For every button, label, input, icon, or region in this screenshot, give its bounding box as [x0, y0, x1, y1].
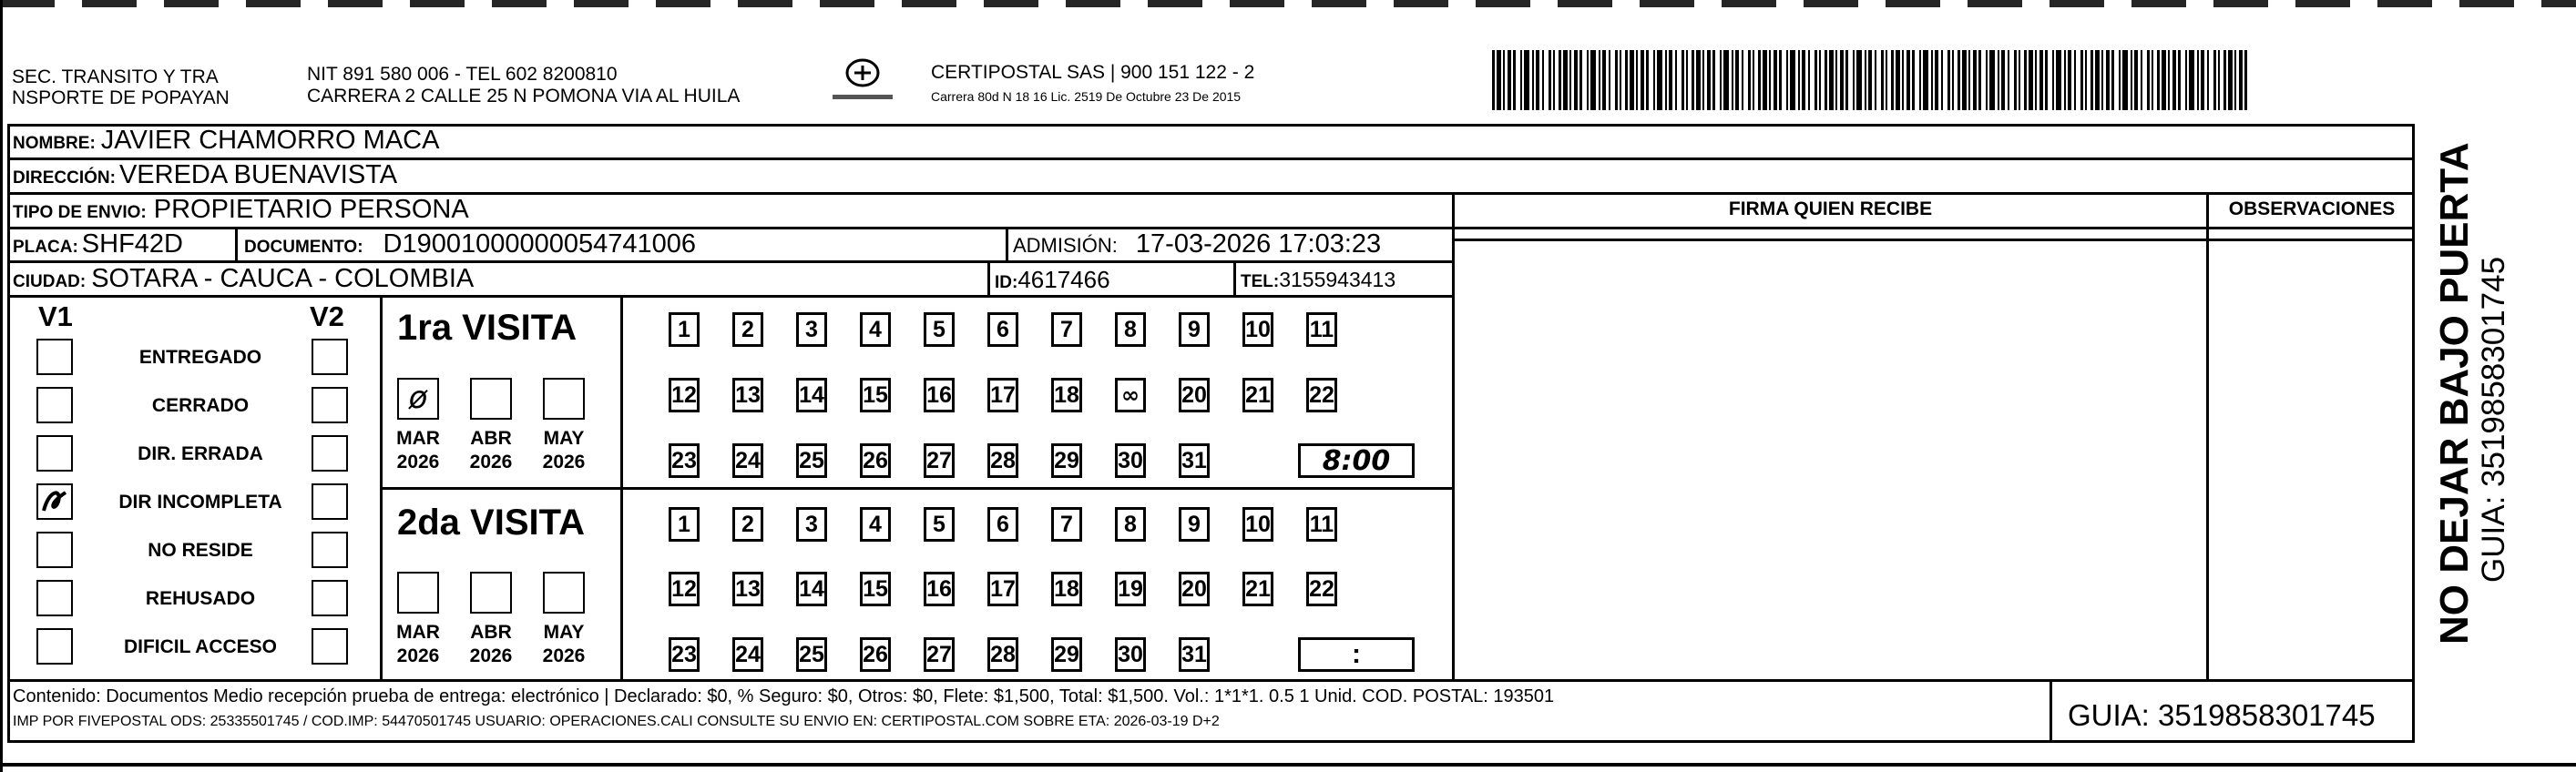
status-label: NO RESIDE: [148, 540, 253, 561]
month-year: 2026: [542, 452, 586, 472]
observaciones-header: OBSERVACIONES: [2228, 198, 2396, 219]
v2-checkbox[interactable]: [312, 483, 348, 520]
vrule-firma: [1452, 192, 1455, 681]
visit2-day-28[interactable]: 28: [987, 637, 1018, 672]
visit2-day-6[interactable]: 6: [987, 507, 1018, 542]
visit2-day-9[interactable]: 9: [1179, 507, 1210, 542]
nit-line-1: NIT 891 580 006 - TEL 602 8200810: [307, 64, 618, 85]
visit2-time-box[interactable]: [1298, 637, 1415, 672]
tel-value: 3155943413: [1279, 268, 1396, 291]
visit1-day-30[interactable]: 30: [1115, 443, 1146, 478]
id-row: [995, 266, 1110, 294]
visit2-day-7[interactable]: 7: [1051, 507, 1082, 542]
firma-area[interactable]: [1457, 242, 2204, 677]
rule-grid-bottom: [7, 679, 2415, 682]
v1-checkbox[interactable]: [36, 387, 73, 423]
visit1-month-checkbox[interactable]: [543, 378, 585, 420]
status-label: ENTREGADO: [138, 347, 262, 368]
visit1-day-29[interactable]: 29: [1051, 443, 1082, 478]
visit1-day-2[interactable]: 2: [732, 312, 763, 347]
direccion-label: DIRECCIÓN:: [13, 168, 116, 188]
nombre-label: NOMBRE:: [13, 134, 96, 153]
month-year: 2026: [396, 452, 440, 472]
vrule-doc-adm: [1006, 227, 1008, 262]
v1-label: V1: [38, 300, 73, 332]
visit2-month-label: [386, 621, 450, 668]
visit1-day-28[interactable]: 28: [987, 443, 1018, 478]
nombre-value: JAVIER CHAMORRO MACA: [100, 126, 440, 155]
placa-row: [13, 229, 183, 259]
visit2-day-8[interactable]: 8: [1115, 507, 1146, 542]
rule-columns-sub: [1454, 239, 2415, 241]
visit2-day-23[interactable]: 23: [669, 637, 700, 672]
observaciones-area[interactable]: [2212, 242, 2412, 677]
visit2-day-12[interactable]: 12: [669, 572, 700, 606]
left-edge-rule: [0, 0, 3, 772]
visit1-day-9[interactable]: 9: [1179, 312, 1210, 347]
visit1-day-3[interactable]: 3: [796, 312, 827, 347]
visit1-day-31[interactable]: 31: [1179, 443, 1210, 478]
side-warning: NO DEJAR BAJO PUERTA: [2432, 142, 2477, 645]
visit1-day-17[interactable]: 17: [987, 378, 1018, 412]
visit1-day-24[interactable]: 24: [732, 443, 763, 478]
visit1-day-11[interactable]: 11: [1306, 312, 1337, 347]
month-year: 2026: [396, 645, 440, 666]
v1-checkbox[interactable]: [36, 435, 73, 472]
month-name: ABR: [470, 622, 512, 643]
vrule-id-tel: [1233, 260, 1236, 297]
visit1-day-20[interactable]: 20: [1179, 378, 1210, 412]
visit2-month-checkbox[interactable]: [397, 572, 439, 614]
visit2-day-11[interactable]: 11: [1306, 507, 1337, 542]
rule-columns-head: [1454, 227, 2415, 229]
visit1-day-22[interactable]: 22: [1306, 378, 1337, 412]
status-label: DIFICIL ACCESO: [123, 636, 277, 657]
visit2-day-31[interactable]: 31: [1179, 637, 1210, 672]
visit1-day-12[interactable]: 12: [669, 378, 700, 412]
v1-checkbox[interactable]: [36, 532, 73, 568]
visit1-day-6[interactable]: 6: [987, 312, 1018, 347]
visit2-day-10[interactable]: 10: [1242, 507, 1273, 542]
nit-line-2: CARRERA 2 CALLE 25 N POMONA VIA AL HUILA: [307, 86, 741, 107]
tel-row: [1241, 268, 1395, 292]
visit2-day-14[interactable]: 14: [796, 572, 827, 606]
visit1-day-14[interactable]: 14: [796, 378, 827, 412]
visit1-day-25[interactable]: 25: [796, 443, 827, 478]
v2-checkbox[interactable]: [312, 387, 348, 423]
visit1-day-1[interactable]: 1: [669, 312, 700, 347]
month-name: MAR: [396, 622, 440, 643]
footer-guia: GUIA: 3519858301745: [2068, 698, 2376, 732]
rule-ciudad: [7, 295, 1454, 298]
id-value: 4617466: [1017, 266, 1110, 293]
direccion-value: VEREDA BUENAVISTA: [118, 160, 398, 189]
status-label: DIR. ERRADA: [138, 443, 263, 464]
month-name: MAR: [396, 428, 440, 449]
visit1-day-13[interactable]: 13: [732, 378, 763, 412]
status-label: DIR INCOMPLETA: [118, 492, 282, 513]
v1-checkbox[interactable]: [36, 339, 73, 375]
side-guia: GUIA: 3519858301745: [2476, 256, 2511, 583]
visit2-day-30[interactable]: 30: [1115, 637, 1146, 672]
placa-label: PLACA:: [13, 238, 78, 257]
visit1-month-checkbox[interactable]: [397, 378, 439, 420]
v2-checkbox[interactable]: [312, 435, 348, 472]
visit2-month-checkbox[interactable]: [470, 572, 512, 614]
visit1-day-10[interactable]: 10: [1242, 312, 1273, 347]
vrule-observaciones: [2206, 192, 2209, 681]
visit1-day-8[interactable]: 8: [1115, 312, 1146, 347]
visit1-day-27[interactable]: 27: [924, 443, 955, 478]
visit2-month-checkbox[interactable]: [543, 572, 585, 614]
placa-value: SHF42D: [81, 229, 183, 259]
v1-checkbox[interactable]: [36, 580, 73, 616]
month-name: MAY: [543, 622, 585, 643]
documento-row: [244, 229, 696, 259]
direccion-row: [13, 160, 397, 190]
visit-time: 8:00: [1322, 444, 1391, 477]
visit-time: :: [1352, 639, 1361, 669]
visit2-day-4[interactable]: 4: [860, 507, 891, 542]
handwritten-mark: ø: [408, 380, 428, 416]
visit2-day-13[interactable]: 13: [732, 572, 763, 606]
visit2-day-16[interactable]: 16: [924, 572, 955, 606]
status-label: REHUSADO: [145, 588, 256, 609]
visit2-day-25[interactable]: 25: [796, 637, 827, 672]
visit1-month-label: [386, 427, 450, 474]
visit2-day-2[interactable]: 2: [732, 507, 763, 542]
admision-label: ADMISIÓN:: [1013, 234, 1118, 257]
month-name: MAY: [543, 428, 585, 449]
visit2-day-21[interactable]: 21: [1242, 572, 1273, 606]
status-label: CERRADO: [151, 395, 250, 416]
vrule-footer-guia: [2050, 681, 2052, 743]
vrule-placa-doc: [235, 227, 238, 262]
visit1-time-box[interactable]: [1298, 443, 1415, 478]
v2-checkbox[interactable]: [312, 339, 348, 375]
vrule-ciudad-id: [987, 260, 990, 297]
v2-checkbox[interactable]: [312, 628, 348, 665]
visit1-day-19[interactable]: ∞: [1115, 378, 1146, 412]
org-line-2: NSPORTE DE POPAYAN: [12, 87, 230, 108]
v1-checkbox[interactable]: [36, 628, 73, 665]
visit2-day-24[interactable]: 24: [732, 637, 763, 672]
org-line-1: SEC. TRANSITO Y TRA: [12, 66, 219, 87]
visit2-day-20[interactable]: 20: [1179, 572, 1210, 606]
visit1-day-7[interactable]: 7: [1051, 312, 1082, 347]
visit2-day-1[interactable]: 1: [669, 507, 700, 542]
barcode: [1492, 50, 2257, 110]
visit2-day-26[interactable]: 26: [860, 637, 891, 672]
v2-checkbox[interactable]: [312, 580, 348, 616]
visit1-day-23[interactable]: 23: [669, 443, 700, 478]
visit2-day-3[interactable]: 3: [796, 507, 827, 542]
tipo-label: TIPO DE ENVIO:: [13, 203, 147, 222]
courier-line-2: Carrera 80d N 18 16 Lic. 2519 De Octubre 23 De 2015: [931, 89, 1242, 104]
tipo-value: PROPIETARIO PERSONA: [153, 195, 469, 224]
month-year: 2026: [469, 452, 513, 472]
tel-label: TEL:: [1241, 272, 1280, 291]
footer-line-1: Contenido: Documentos Medio recepción prueba de entrega: electrónico | Declarado: $0, % Seguro: $0, Otros: $0, Flete: $1,500, Total: $1,500. Vol.: 1*1*1. 0.5 1 Unid. COD. POSTAL: 193501: [13, 686, 1555, 706]
visit1-day-4[interactable]: 4: [860, 312, 891, 347]
v1-checkbox[interactable]: [36, 483, 73, 520]
rule-visit-divider: [380, 487, 1454, 490]
visit2-day-15[interactable]: 15: [860, 572, 891, 606]
visit1-day-18[interactable]: 18: [1051, 378, 1082, 412]
ciudad-label: CIUDAD:: [13, 272, 87, 291]
visit2-title: 2da VISITA: [397, 503, 585, 543]
visit2-month-label: [459, 621, 523, 668]
month-name: ABR: [470, 428, 512, 449]
visit2-day-29[interactable]: 29: [1051, 637, 1082, 672]
ciudad-value: SOTARA - CAUCA - COLOMBIA: [91, 264, 475, 293]
documento-value: D19001000000054741006: [383, 229, 697, 259]
id-label: ID:: [995, 273, 1018, 292]
visit2-day-19[interactable]: 19: [1115, 572, 1146, 606]
v2-label: V2: [310, 300, 344, 332]
visit1-month-checkbox[interactable]: [470, 378, 512, 420]
visit1-title: 1ra VISITA: [397, 308, 578, 348]
rule-placa: [7, 260, 1454, 263]
visit2-month-label: [532, 621, 596, 668]
month-year: 2026: [542, 645, 586, 666]
courier-logo: [831, 56, 894, 107]
visit1-day-21[interactable]: 21: [1242, 378, 1273, 412]
visit1-day-16[interactable]: 16: [924, 378, 955, 412]
top-perforation: [0, 0, 2576, 7]
courier-line-1: CERTIPOSTAL SAS | 900 151 122 - 2: [931, 62, 1255, 83]
visit2-day-22[interactable]: 22: [1306, 572, 1337, 606]
bottom-rule: [0, 763, 2576, 767]
visit1-day-5[interactable]: 5: [924, 312, 955, 347]
visit1-month-label: [459, 427, 523, 474]
visit2-day-5[interactable]: 5: [924, 507, 955, 542]
firma-header: FIRMA QUIEN RECIBE: [1728, 198, 1933, 219]
admision-value: 17-03-2026 17:03:23: [1135, 229, 1382, 259]
visit2-day-27[interactable]: 27: [924, 637, 955, 672]
visit1-day-26[interactable]: 26: [860, 443, 891, 478]
visit1-day-15[interactable]: 15: [860, 378, 891, 412]
ciudad-row: [13, 264, 474, 294]
footer-line-2: IMP POR FIVEPOSTAL ODS: 25335501745 / COD.IMP: 54470501745 USUARIO: OPERACIONES.CALI CONSULTE SU ENVIO EN: CERTIPOSTAL.COM SOBRE ETA: 2026-03-19 D+2: [13, 714, 1220, 729]
admision-row: [1013, 229, 1381, 259]
tipo-row: [13, 195, 469, 225]
month-year: 2026: [469, 645, 513, 666]
nombre-row: [13, 126, 439, 156]
documento-label: DOCUMENTO:: [244, 238, 363, 257]
visit2-day-18[interactable]: 18: [1051, 572, 1082, 606]
v2-checkbox[interactable]: [312, 532, 348, 568]
visit2-day-17[interactable]: 17: [987, 572, 1018, 606]
visit1-month-label: [532, 427, 596, 474]
